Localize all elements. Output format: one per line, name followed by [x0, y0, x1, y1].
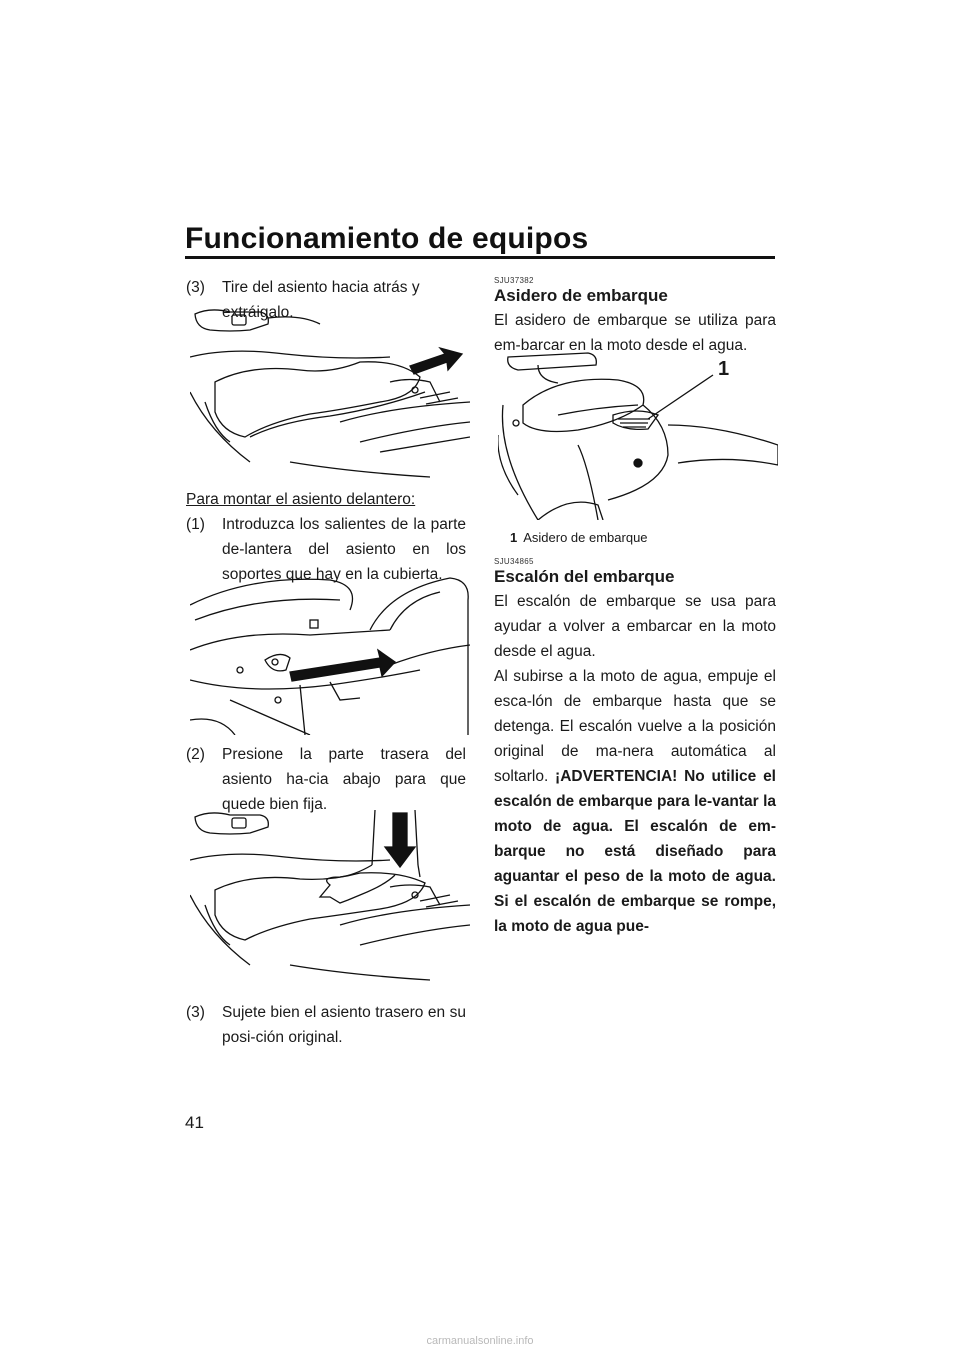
section-heading: Asidero de embarque — [494, 286, 668, 305]
figure-insert-seat — [190, 570, 470, 735]
page-title: Funcionamiento de equipos — [185, 222, 589, 255]
figure-grab-handle — [498, 345, 778, 520]
caption-number: 1 — [510, 530, 518, 545]
step-number: (3) — [186, 1004, 205, 1021]
section-text: El escalón de embarque se usa para ayudar a volver a embarcar en la moto desde el agua. — [494, 593, 776, 660]
watermark: carmanualsonline.info — [426, 1335, 534, 1347]
section-heading: Escalón del embarque — [494, 567, 675, 586]
section-text: El asidero de embarque se utiliza para em-barcar en la moto desde el agua. — [494, 312, 776, 354]
install-heading: Para montar el asiento delantero: — [186, 491, 416, 508]
install-step-3 — [186, 1000, 466, 1050]
step-number: (1) — [186, 516, 205, 533]
section-code: SJU34865 — [494, 557, 534, 566]
figure-callout-1: 1 — [718, 358, 730, 380]
step-text: Presione la parte trasera del asiento ha-cia abajo para que quede bien fija. — [222, 746, 466, 813]
warning-text: ¡ADVERTENCIA! No utilice el escalón de embarque para le-vantar la moto de agua. El escalón de em-barque no está diseñado para aguantar el peso de la moto de agua. Si el escalón de embarque se rompe, la moto de agua pue- — [494, 768, 776, 935]
page-number: 41 — [185, 1113, 204, 1132]
section-boarding-step — [494, 557, 776, 939]
step-text: Sujete bien el asiento trasero en su posi-ción original. — [222, 1004, 466, 1046]
step-text: Tire del asiento hacia atrás y extráigalo. — [222, 279, 420, 321]
figure-remove-seat — [190, 302, 470, 480]
figure-press-seat — [190, 805, 470, 983]
step-number: (2) — [186, 746, 205, 763]
step-text: Introduzca los salientes de la parte de-lantera del asiento en los soportes que hay en la cubierta. — [222, 516, 466, 583]
caption-text: Asidero de embarque — [523, 530, 648, 545]
title-divider — [185, 256, 775, 259]
step-number: (3) — [186, 279, 205, 296]
figure-caption — [510, 530, 648, 545]
body-text: Al subirse a la moto de agua, empuje el esca-lón de embarque hasta que se detenga. El escalón vuelve a la posición original de ma-nera automática al soltarlo. — [494, 668, 776, 785]
section-code: SJU37382 — [494, 276, 534, 285]
section-text — [494, 664, 776, 939]
